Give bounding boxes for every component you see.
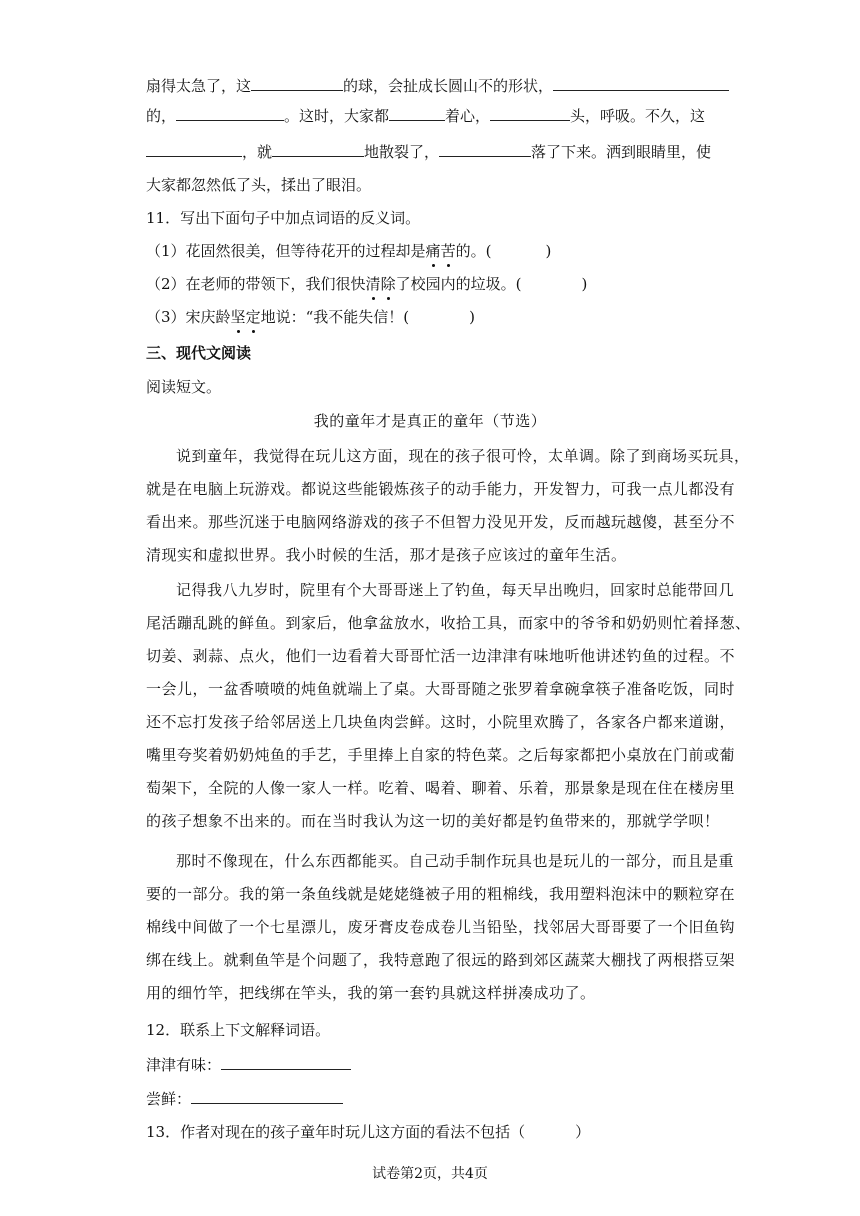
- passage-text: 。这时，大家都: [284, 107, 390, 125]
- question-13-title: [146, 1121, 590, 1143]
- article-line: 尾活蹦乱跳的鲜鱼。到家后，他拿盆放水，收拾工具，而家中的爷爷和奶奶则忙着择葱、: [146, 614, 751, 632]
- passage-text: 的球，会扯成长圆山不的形状，: [343, 77, 554, 95]
- article-line: 要的一部分。我的第一条鱼线就是姥姥缝被子用的粗棉线，我用塑料泡沫中的颗粒穿在: [146, 885, 736, 903]
- item-text: ): [545, 242, 552, 260]
- question-11-item-3: [146, 306, 475, 328]
- article-line: 清现实和虚拟世界。我小时候的生活，那才是孩子应该过的童年生活。: [146, 546, 627, 564]
- answer-blank[interactable]: [553, 74, 729, 91]
- question-11-item-1: [146, 240, 551, 262]
- passage-text: ，就: [242, 143, 273, 161]
- article-line: 看出来。那些沉迷于电脑网络游戏的孩子不但智力没见开发，反而越玩越傻，甚至分不: [146, 513, 736, 531]
- item-text: 津津有味：: [146, 1056, 222, 1074]
- passage-line-2: [146, 104, 705, 127]
- passage-text: 落了下来。洒到眼睛里，使: [531, 143, 712, 161]
- passage-text: 着心，: [445, 107, 491, 125]
- item-text: ）: [575, 1123, 591, 1141]
- answer-blank[interactable]: [272, 140, 364, 157]
- article-line: 萄架下，全院的人像一家人一样。吃着、喝着、聊着、乐着，那景象是现在住在楼房里: [146, 779, 736, 797]
- dotted-char: 坚: [230, 308, 246, 326]
- dotted-char: 痛: [425, 242, 441, 260]
- passage-text: 地散裂了，: [364, 143, 440, 161]
- passage-line-1: [146, 74, 729, 97]
- dotted-char: 清: [365, 275, 381, 293]
- question-12-title: 12．联系上下文解释词语。: [146, 1021, 331, 1039]
- article-line: 还不忘打发孩子给邻居送上几块鱼肉尝鲜。这时，小院里欢腾了，各家各户都来道谢，: [146, 713, 736, 731]
- question-11-item-2: [146, 273, 587, 295]
- article-line: 的孩子想象不出来的。而在当时我认为这一切的美好都是钓鱼带来的，那就学学呗！: [146, 812, 720, 830]
- answer-blank[interactable]: [251, 74, 343, 91]
- article-line: 嘴里夸奖着奶奶炖鱼的手艺，手里捧上自家的特色菜。之后每家都把小桌放在门前或葡: [146, 746, 736, 764]
- answer-blank[interactable]: [490, 104, 570, 121]
- answer-blank[interactable]: [146, 140, 242, 157]
- passage-line-4: 大家都忽然低了头，揉出了眼泪。: [146, 176, 372, 194]
- passage-text: 头，呼吸。不久，这: [570, 107, 706, 125]
- item-text: ): [469, 308, 475, 326]
- item-text: 地说：“我不能失信！(: [260, 308, 410, 326]
- article-line: 绑在线上。就剩鱼竿是个问题了，我特意跑了很远的路到郊区蔬菜大棚找了两根搭豆架: [146, 951, 736, 969]
- passage-line-3: [146, 140, 711, 163]
- passage-text: 的，: [146, 107, 177, 125]
- article-line: 说到童年，我觉得在玩儿这方面，现在的孩子很可怜，太单调。除了到商场买玩具，: [176, 447, 750, 465]
- item-text: （1）花固然很美，但等待花开的过程却是: [146, 242, 426, 260]
- article-title: 我的童年才是真正的童年（节选）: [313, 412, 547, 430]
- dotted-char: 苦: [440, 242, 456, 260]
- answer-blank[interactable]: [389, 104, 445, 121]
- answer-blank[interactable]: [176, 104, 284, 121]
- question-11-title: 11．写出下面句子中加点词语的反义词。: [146, 209, 421, 227]
- item-text: 的。(: [455, 242, 492, 260]
- question-12-item-2: [146, 1087, 343, 1110]
- article-line: 记得我八九岁时，院里有个大哥哥迷上了钓鱼，每天早出晚归，回家时总能带回几: [176, 581, 735, 599]
- article-line: 棉线中间做了一个七星漂儿，废牙膏皮卷成卷儿当铅坠，找邻居大哥哥要了一个旧鱼钩: [146, 918, 736, 936]
- dotted-char: 定: [245, 308, 261, 326]
- page-footer: 试卷第2页，共4页: [372, 1166, 488, 1182]
- item-text: 了校园内的垃圾。(: [395, 275, 522, 293]
- question-12-item-1: [146, 1053, 351, 1076]
- article-line: 切姜、剥蒜、点火，他们一边看着大哥哥忙活一边津津有味地听他讲述钓鱼的过程。不: [146, 647, 736, 665]
- article-line: 一会儿，一盆香喷喷的炖鱼就端上了桌。大哥哥随之张罗着拿碗拿筷子准备吃饭，同时: [146, 680, 736, 698]
- dotted-char: 除: [380, 275, 396, 293]
- article-line: 就是在电脑上玩游戏。都说这些能锻炼孩子的动手能力，开发智力，可我一点儿都没有: [146, 480, 736, 498]
- item-text: 13．作者对现在的孩子童年时玩儿这方面的看法不包括（: [146, 1123, 526, 1141]
- section-heading: 三、现代文阅读: [146, 344, 252, 362]
- reading-instruction: 阅读短文。: [146, 378, 222, 396]
- answer-blank[interactable]: [439, 140, 531, 157]
- item-text: （3）宋庆龄: [146, 308, 231, 326]
- answer-blank[interactable]: [191, 1087, 343, 1104]
- item-text: 尝鲜：: [146, 1090, 192, 1108]
- passage-text: 扇得太急了，这: [146, 77, 252, 95]
- article-line: 用的细竹竿，把线绑在竿头，我的第一套钓具就这样拼凑成功了。: [146, 984, 596, 1002]
- item-text: （2）在老师的带领下，我们很快: [146, 275, 366, 293]
- item-text: ): [581, 275, 588, 293]
- answer-blank[interactable]: [221, 1053, 351, 1070]
- article-line: 那时不像现在，什么东西都能买。自己动手制作玩具也是玩儿的一部分，而且是重: [176, 852, 735, 870]
